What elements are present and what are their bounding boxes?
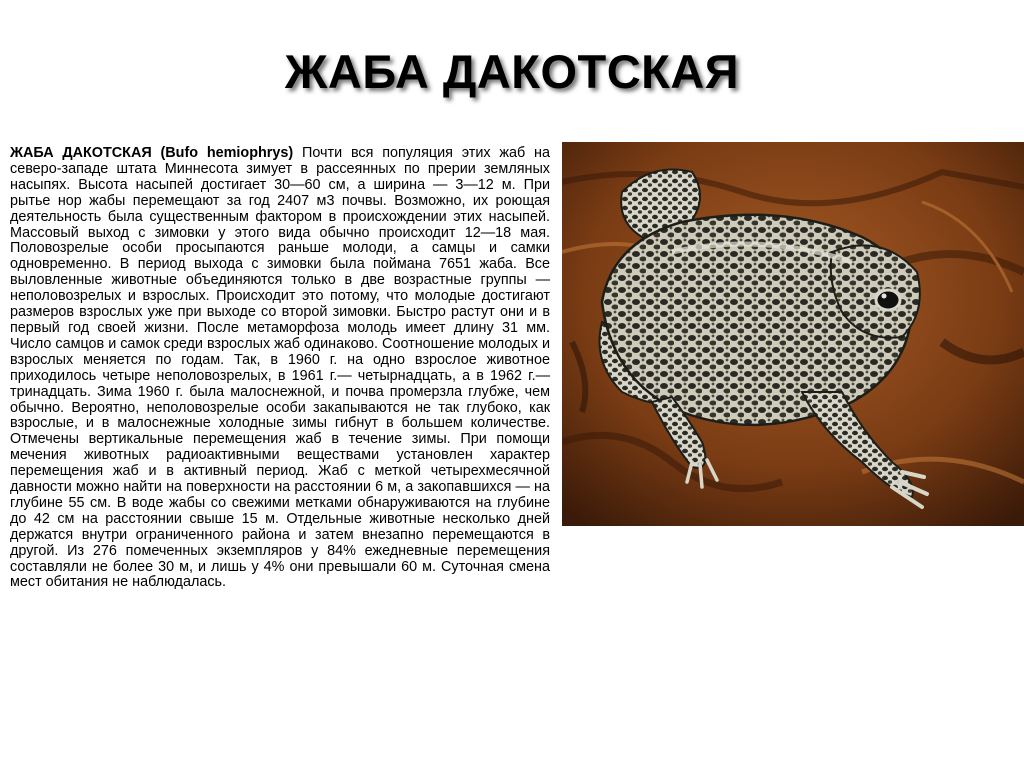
slide-title: ЖАБА ДАКОТСКАЯ [284,45,740,98]
body-paragraph [10,146,550,591]
toad-eye [876,290,900,310]
toad-illustration [562,142,1024,526]
toad-photo [562,142,1024,526]
body-text: Почти вся популяция этих жаб на северо-западе штата Миннесота зимует в рассеянных по прерии земляных насыпях. Высота насыпей достигает 30—60 см, а ширина — 3—12 м. При рытье нор жабы перемещают за год 2407 м3 почвы. Возможно, их роющая деятельность была существенным фактором в происхождении этих насыпей. Массовый выход с зимовки у этого вида обычно происходит 12—18 мая. Половозрелые особи просыпаются раньше молоди, а самцы и самки одновременно. В период выхода с зимовки была поймана 7651 жаба. Все выловленные животные объединяются только в две возрастные группы — неполовозрелых и взрослых. Происходит это потому, что молодые достигают размеров взрослых уже при выходе со второй зимовки. Быстро растут они и в первый год своей жизни. После метаморфоза молодь имеет длину 31 мм. Число самцов и самок среди взрослых жаб одинаково. Соотношение молодых и взрослых меняется по годам. Так, в 1960 г. на одно взрослое животное приходилось четыре неполовозрелых, в 1961 г.— четырнадцать, а в 1962 г.— тринадцать. Зима 1960 г. была малоснежной, и почва промерзла глубже, чем обычно. Вероятно, неполовозрелые особи закапываются не так глубоко, как взрослые, и в малоснежные холодные зимы гибнут в большем количестве. Отмечены вертикальные перемещения жаб в течение зимы. При помощи мечения животных радиоактивными веществами установлен характер перемещения жаб и в активный период. Жаб с меткой четырехмесячной давности можно найти на поверхности на расстоянии 6 м, а закопавшихся — на глубине 55 см. В воде жабы со свежими метками обнаруживаются на глубине до 42 см на расстоянии свыше 15 м. Отдельные животные несколько дней держатся внутри ограниченного района и затем внезапно перемещаются в другой. Из 276 помеченных экземпляров у 84% ежедневные перемещения составляли не более 30 м, и лишь у 4% они превышали 60 м. Суточная смена мест обитания не наблюдалась. [10,145,551,591]
lead-species-name: ЖАБА ДАКОТСКАЯ (Bufo hemiophrys) [10,145,294,161]
